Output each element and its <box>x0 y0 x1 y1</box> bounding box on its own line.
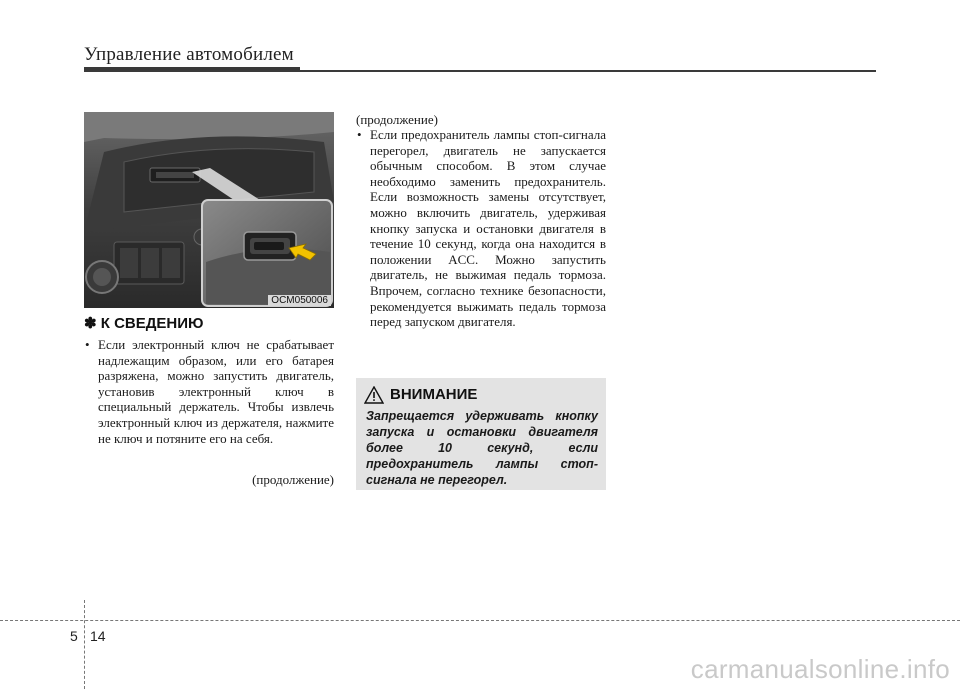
page-number: 14 <box>90 628 106 644</box>
page-section-number: 5 <box>70 628 78 644</box>
warning-box <box>356 378 606 490</box>
warning-title: ВНИМАНИЕ <box>390 386 478 403</box>
right-continued: (продолжение) <box>356 112 438 127</box>
bullet: • <box>85 337 90 352</box>
header-rule-thin <box>300 70 876 72</box>
page-header-title: Управление автомобилем <box>84 44 294 65</box>
footer-rule <box>0 620 960 621</box>
right-body <box>356 127 606 330</box>
right-list-item <box>356 127 606 330</box>
notice-heading <box>84 314 204 332</box>
key-holder-photo <box>84 112 334 308</box>
figure-code: OCM050006 <box>268 295 331 306</box>
notice-heading-text: К СВЕДЕНИЮ <box>100 315 204 332</box>
bullet: • <box>357 127 362 142</box>
right-text: Если предохранитель лампы стоп-сигнала перегорел, двигатель не запускается обычным способом. В этом случае необходимо заменить предохранитель. Если возможность замены отсутствует, можно включить двигатель, удерживая кнопку запуска и остановки двигателя в течение 10 секунд, когда она находится в положении ACC. Можно запустить двигатель, не выжимая педаль тормоза. Впрочем, согласно технике безопасности, рекомендуется выжимать педаль тормоза перед запуском двигателя. <box>370 127 606 330</box>
header-rule-thick <box>84 67 300 72</box>
notice-text: Если электронный ключ не срабатывает надлежащим образом, или его батарея разряжена, можно запустить двигатель, установив электронный ключ в специальный держатель. Чтобы извлечь электронный ключ из держателя, нажмите не ключ и потяните его на себя. <box>98 337 334 446</box>
watermark: carmanualsonline.info <box>690 654 950 684</box>
notice-continued: (продолжение) <box>252 472 334 487</box>
warning-text: Запрещается удерживать кнопку запуска и остановки двигателя более 10 секунд, если предохранитель лампы стоп-сигнала не перегорел. <box>366 409 598 487</box>
footer-vertical-rule <box>84 600 85 689</box>
notice-symbol-icon: ✽ <box>84 315 97 332</box>
notice-list-item <box>84 337 334 446</box>
notice-body <box>84 337 334 446</box>
warning-triangle-icon <box>364 386 384 404</box>
key-holder-illustration <box>84 112 334 308</box>
